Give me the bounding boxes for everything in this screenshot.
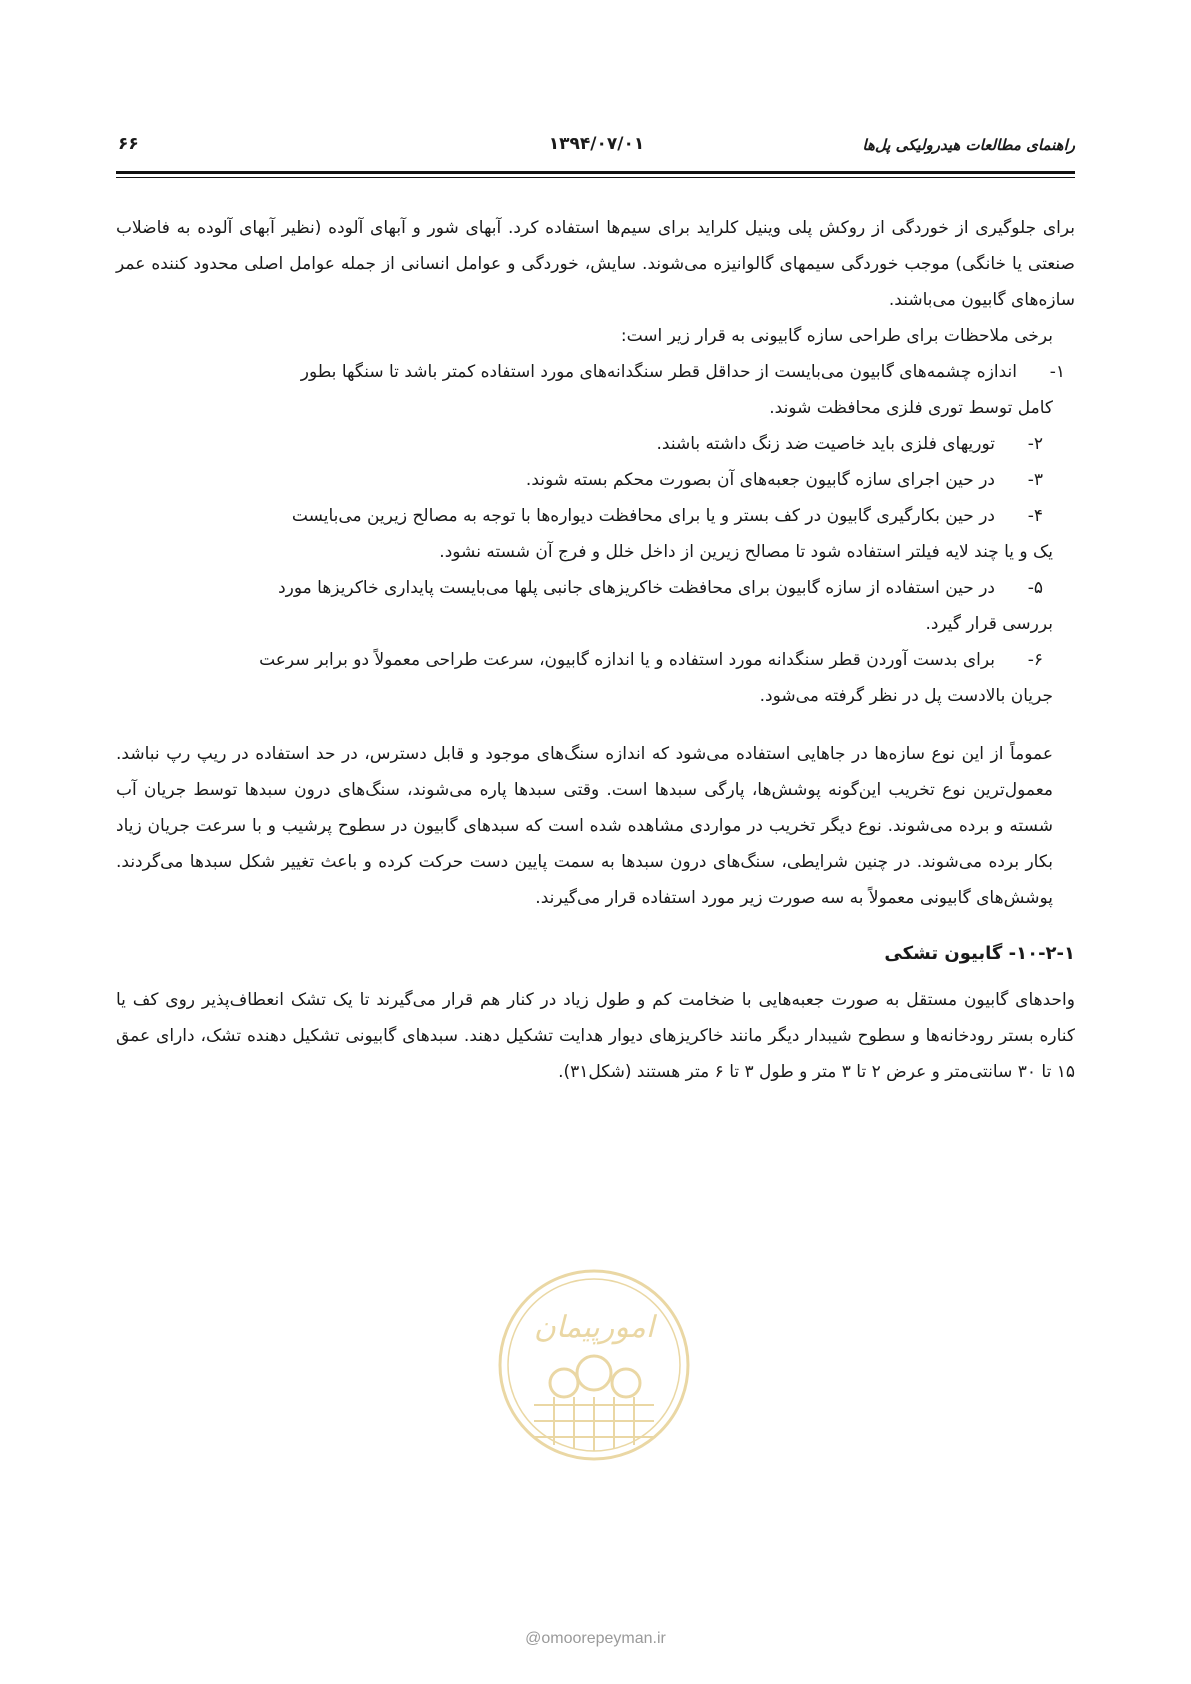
list-item: ۴-در حین بکارگیری گابیون در کف بستر و یا برای محافظت دیواره‌ها با توجه به مصالح زیرین می‌بایست یک و یا چند لایه فیلتر استفاده شود تا مصالح زیرین از داخل خلل و فرج آن شسته نشود. (291, 506, 1053, 562)
header-date: ۱۳۹۴/۰۷/۰۱ (548, 134, 645, 154)
running-header (118, 128, 1075, 168)
header-rule-thick (116, 171, 1075, 174)
list-item: ۱-اندازه چشمه‌های گابیون می‌بایست از حداقل قطر سنگدانه‌های مورد استفاده کمتر باشد تا سنگها بطور کامل توسط توری فلزی محافظت شوند. (300, 362, 1065, 418)
watermark-text: امورپیمان (533, 1310, 655, 1345)
book-title: راهنمای مطالعات هیدرولیکی پل‌ها (862, 136, 1075, 154)
list-item: ۳-در حین اجرای سازه گابیون جعبه‌های آن بصورت محکم بسته شوند. (525, 470, 1043, 490)
design-considerations-list (116, 354, 1075, 714)
watermark-site: @omoorepeyman.ir (525, 1630, 666, 1647)
section-paragraph: واحدهای گابیون مستقل به صورت جعبه‌هایی با ضخامت کم و طول زیاد در کنار هم قرار می‌گیرند تا یک تشک انعطاف‌پذیر روی کف یا کناره بستر رودخانه‌ها و سطوح شیبدار دیگر مانند خاکریزهای دیوار هدایت تشکیل دهند. سبدهای گابیونی تشکیل دهنده تشک، دارای عمق ۱۵ تا ۳۰ سانتی‌متر و عرض ۲ تا ۳ متر و طول ۳ تا ۶ متر هستند (شکل۳۱). (116, 990, 1075, 1082)
header-rule-thin (116, 177, 1075, 178)
body-paragraph: عموماً از این نوع سازه‌ها در جاهایی استفاده می‌شود که اندازه سنگ‌های موجود و قابل دسترس، در حد استفاده در ریپ رپ نباشد. معمول‌ترین نوع تخریب این‌گونه پوشش‌ها، پارگی سبدها است. وقتی سبدها پاره می‌شوند، سنگ‌های درون سبدها توسط جریان آب شسته و برده می‌شوند. نوع دیگر تخریب در مواردی مشاهده شده است که سبدهای گابیون در سطوح پرشیب و با سرعت جریان زیاد بکار برده می‌شوند. در چنین شرایطی، سنگ‌های درون سبدها به سمت پایین دست حرکت کرده و باعث تغییر شکل سبدها می‌گردند. پوشش‌های گابیونی معمولاً به سه صورت زیر مورد استفاده قرار می‌گیرند. (116, 744, 1053, 908)
list-item: ۵-در حین استفاده از سازه گابیون برای محافظت خاکریزهای جانبی پلها می‌بایست پایداری خاکریزها مورد بررسی قرار گیرد. (278, 578, 1053, 634)
list-item: ۶-برای بدست آوردن قطر سنگدانه مورد استفاده و یا اندازه گابیون، سرعت طراحی معمولاً دو برابر سرعت جریان بالادست پل در نظر گرفته می‌شود. (259, 650, 1053, 706)
page-content (116, 210, 1075, 1090)
watermark-seal-icon (494, 1265, 694, 1465)
list-item: ۲-توریهای فلزی باید خاصیت ضد زنگ داشته باشند. (656, 434, 1043, 454)
intro-paragraph: برای جلوگیری از خوردگی از روکش پلی وینیل کلراید برای سیم‌ها استفاده کرد. آبهای شور و آبهای آلوده (نظیر آبهای آلوده به فاضلاب صنعتی یا خانگی) موجب خوردگی سیمهای گالوانیزه می‌شوند. سایش، خوردگی و عوامل انسانی از جمله عوامل اصلی محدود کننده عمر سازه‌های گابیون می‌باشند. (116, 218, 1075, 310)
section-heading: ۱۰-۲-۱- گابیون تشکی (884, 943, 1075, 964)
page-number: ۶۶ (118, 134, 139, 154)
list-intro: برخی ملاحظات برای طراحی سازه گابیونی به قرار زیر است: (620, 326, 1053, 346)
